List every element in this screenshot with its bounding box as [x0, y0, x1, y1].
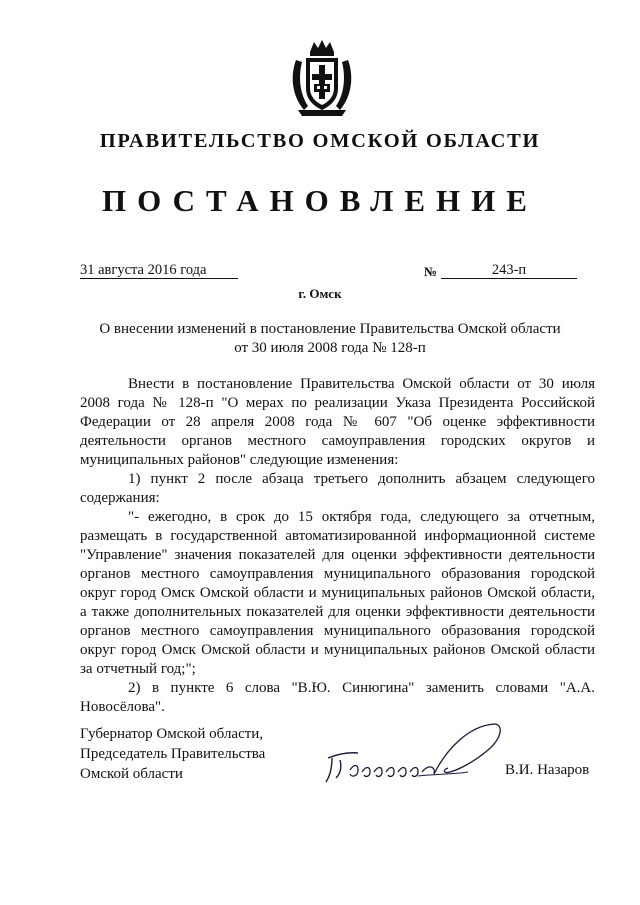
body-paragraph-4: 2) в пункте 6 слова "В.Ю. Синюгина" заменить словами "А.А. Новосёлова".: [80, 680, 595, 715]
document-date: 31 августа 2016 года: [80, 262, 238, 279]
handwritten-signature: [318, 720, 508, 792]
city: г. Омск: [298, 286, 342, 301]
body-paragraph-3: "- ежегодно, в срок до 15 октября года, следующего за отчетным, размещать в государственной автоматизированной информационной системе "Управление" значения показателей для оценки эффективности деятельности органов местного самоуправления муниципального образования городской округ город Омск Омской области и муниципальных районов Омской области, а также дополнительных показателей для оценки эффективности деятельности органов местного самоуправления муниципального образования городской округ город Омск Омской области и муниципальных районов Омской области за отчетный год;";: [80, 509, 595, 677]
document-body: [80, 375, 595, 717]
signatory-title-line-2: Председатель Правительства: [80, 746, 266, 762]
document-subject: [80, 320, 580, 358]
document-type-title: ПОСТАНОВЛЕНИЕ: [102, 183, 538, 218]
body-paragraph-2: 1) пункт 2 после абзаца третьего дополнить абзацем следующего содержания:: [80, 471, 595, 506]
subject-line-2: от 30 июля 2008 года № 128-п: [234, 340, 426, 356]
subject-line-1: О внесении изменений в постановление Правительства Омской области: [99, 321, 561, 337]
signatory-title-line-1: Губернатор Омской области,: [80, 726, 264, 742]
document-number: 243-п: [441, 262, 577, 279]
government-title: ПРАВИТЕЛЬСТВО ОМСКОЙ ОБЛАСТИ: [99, 130, 541, 152]
signatory-title-line-3: Омской области: [80, 766, 183, 782]
signatory-name: В.И. Назаров: [505, 762, 590, 778]
body-paragraph-1: Внести в постановление Правительства Омской области от 30 июля 2008 года № 128-п "О мерах по реализации Указа Президента Российской Федерации от 28 апреля 2008 года № 607 "Об оценке эффективности деятельности органов местного самоуправления городских округов и муниципальных районов" следующие изменения:: [80, 376, 595, 468]
signatory-title: [80, 724, 265, 784]
coat-of-arms-icon: [288, 38, 356, 118]
number-sign: №: [424, 264, 438, 279]
